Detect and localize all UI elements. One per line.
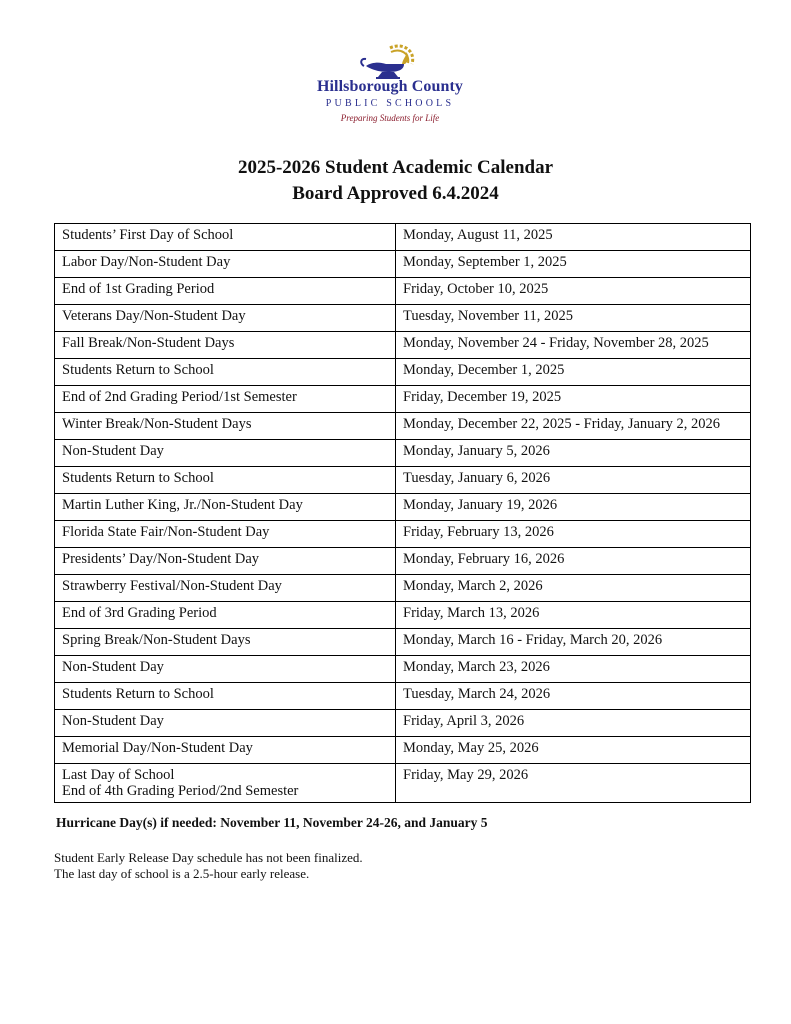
date-cell: Friday, April 3, 2026 [396,710,751,737]
event-cell: Non-Student Day [55,656,396,683]
date-cell: Tuesday, January 6, 2026 [396,467,751,494]
calendar-row [55,656,751,683]
date-cell: Monday, February 16, 2026 [396,548,751,575]
date-cell: Monday, December 1, 2025 [396,359,751,386]
event-cell: Veterans Day/Non-Student Day [55,305,396,332]
calendar-row [55,521,751,548]
date-cell: Tuesday, November 11, 2025 [396,305,751,332]
date-cell: Monday, December 22, 2025 - Friday, January 2, 2026 [396,413,751,440]
calendar-row [55,305,751,332]
calendar-row [55,737,751,764]
event-cell [55,764,396,803]
event-cell: Florida State Fair/Non-Student Day [55,521,396,548]
calendar-row [55,440,751,467]
date-cell: Monday, May 25, 2026 [396,737,751,764]
early-release-note: Student Early Release Day schedule has not been finalized. [54,850,363,865]
date-cell: Friday, October 10, 2025 [396,278,751,305]
calendar-row [55,359,751,386]
last-day-note: The last day of school is a 2.5-hour early release. [54,866,310,881]
event-cell: End of 1st Grading Period [55,278,396,305]
district-logo [300,44,480,126]
calendar-row-last [55,764,751,803]
event-cell: Strawberry Festival/Non-Student Day [55,575,396,602]
event-line-2: End of 4th Grading Period/2nd Semester [62,783,299,799]
calendar-row [55,413,751,440]
calendar-table [54,223,751,803]
date-cell: Friday, February 13, 2026 [396,521,751,548]
event-cell: End of 2nd Grading Period/1st Semester [55,386,396,413]
page-title: 2025-2026 Student Academic Calendar [237,157,554,178]
logo-tagline: Preparing Students for Life [340,113,440,123]
calendar-row [55,602,751,629]
calendar-row [55,251,751,278]
hurricane-days-note: Hurricane Day(s) if needed: November 11, November 24-26, and January 5 [56,815,488,830]
lamp-of-learning-icon [358,44,422,80]
calendar-table-body [55,224,751,803]
date-cell: Friday, May 29, 2026 [396,764,751,803]
logo-subtitle: PUBLIC SCHOOLS [325,98,455,109]
date-cell: Friday, December 19, 2025 [396,386,751,413]
calendar-row [55,629,751,656]
event-cell: Students’ First Day of School [55,224,396,251]
calendar-row [55,224,751,251]
date-cell: Tuesday, March 24, 2026 [396,683,751,710]
event-cell: Students Return to School [55,683,396,710]
calendar-row [55,467,751,494]
calendar-row [55,710,751,737]
event-cell: Non-Student Day [55,440,396,467]
date-cell: Monday, March 2, 2026 [396,575,751,602]
calendar-row [55,575,751,602]
calendar-row [55,494,751,521]
event-cell: Students Return to School [55,359,396,386]
date-cell: Monday, March 23, 2026 [396,656,751,683]
calendar-row [55,278,751,305]
calendar-row [55,386,751,413]
event-cell: Presidents’ Day/Non-Student Day [55,548,396,575]
event-cell: Non-Student Day [55,710,396,737]
event-cell: Martin Luther King, Jr./Non-Student Day [55,494,396,521]
date-cell: Monday, January 19, 2026 [396,494,751,521]
date-cell: Monday, March 16 - Friday, March 20, 2026 [396,629,751,656]
event-cell: Labor Day/Non-Student Day [55,251,396,278]
event-cell: End of 3rd Grading Period [55,602,396,629]
event-cell: Fall Break/Non-Student Days [55,332,396,359]
event-cell: Winter Break/Non-Student Days [55,413,396,440]
calendar-row [55,683,751,710]
event-cell: Students Return to School [55,467,396,494]
date-cell: Monday, September 1, 2025 [396,251,751,278]
page-subtitle: Board Approved 6.4.2024 [292,183,499,204]
date-cell: Monday, January 5, 2026 [396,440,751,467]
date-cell: Friday, March 13, 2026 [396,602,751,629]
logo-district-name: Hillsborough County [316,78,464,95]
date-cell: Monday, November 24 - Friday, November 28, 2025 [396,332,751,359]
event-line-1: Last Day of School [62,767,175,783]
calendar-row [55,548,751,575]
event-cell: Memorial Day/Non-Student Day [55,737,396,764]
event-cell: Spring Break/Non-Student Days [55,629,396,656]
date-cell: Monday, August 11, 2025 [396,224,751,251]
calendar-row [55,332,751,359]
